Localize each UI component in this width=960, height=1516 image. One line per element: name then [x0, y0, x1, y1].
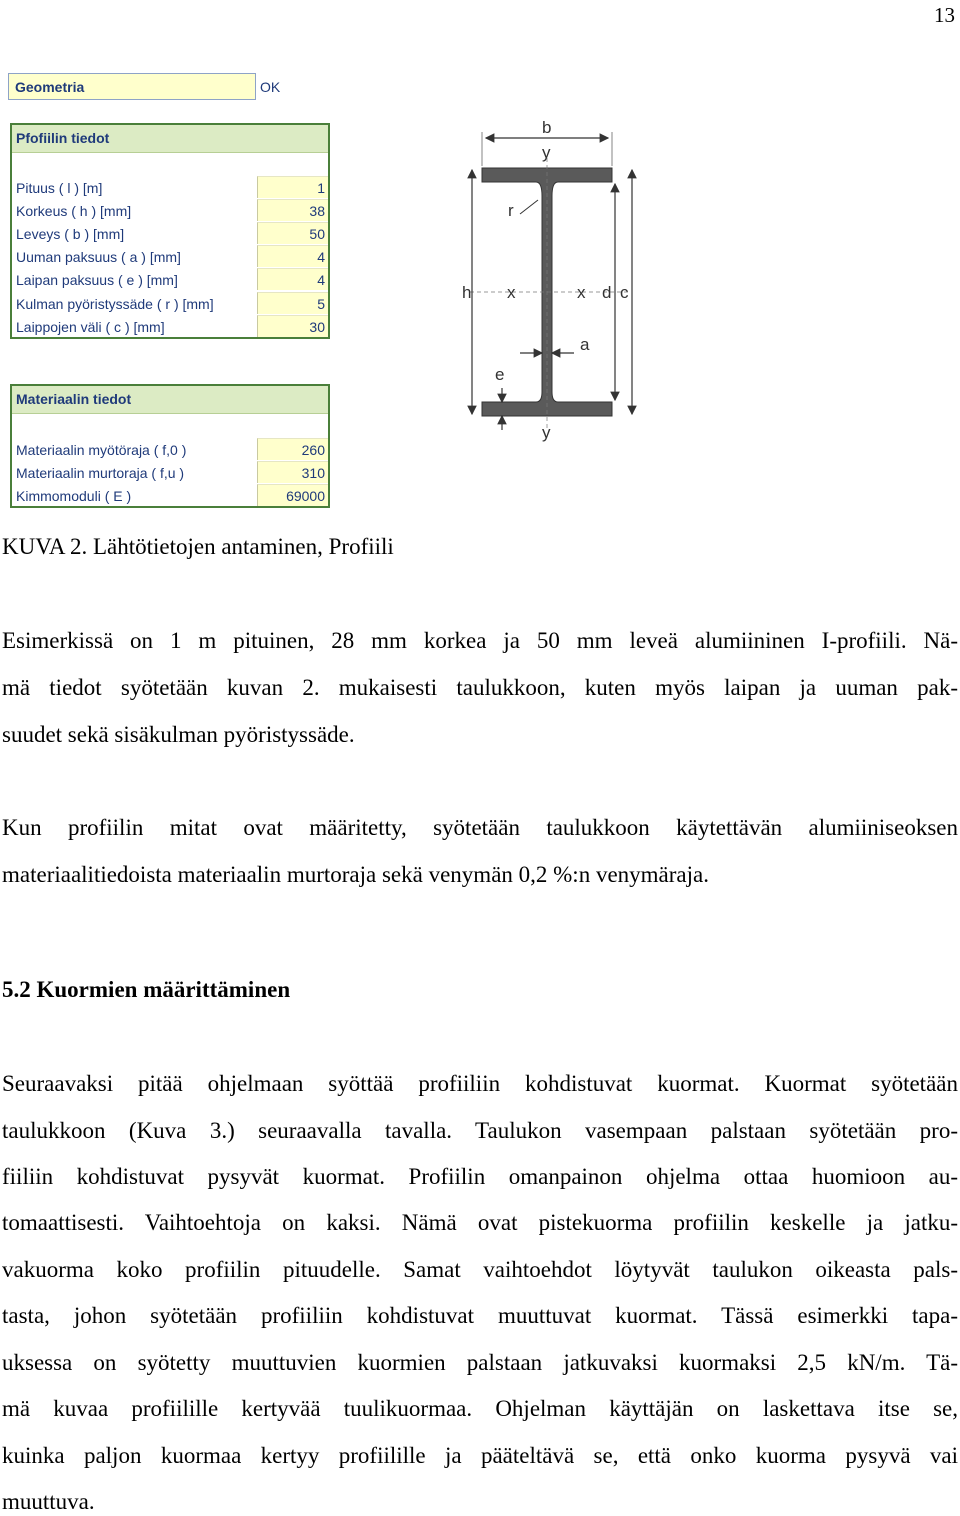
label-y-top: y — [542, 143, 551, 162]
geometry-header-label: Geometria — [15, 79, 85, 95]
label-r: r — [508, 201, 514, 220]
row-label: Uuman paksuus ( a ) [mm] — [16, 249, 181, 265]
paragraph-3-line: uksessa on syötetty muuttuvien kuormien palstaan jatkuvaksi kuormaksi 2,5 kN/m. Tä- — [2, 1350, 958, 1375]
paragraph-1-line: Esimerkissä on 1 m pituinen, 28 mm korkea ja 50 mm leveä alumiininen I-profiili. Nä- — [2, 628, 958, 653]
paragraph-3-line: mä kuvaa profiilille kertyvää tuulikuormaa. Ohjelman käyttäjän on laskettava itse se, — [2, 1396, 958, 1421]
paragraph-3-line: kuinka paljon kuormaa kertyy profiilille ja pääteltävä se, että onko kuorma pysyvä vai — [2, 1443, 958, 1468]
table-row — [12, 176, 328, 199]
row-label: Materiaalin murtoraja ( f,u ) — [16, 465, 185, 481]
row-label: Laippojen väli ( c ) [mm] — [16, 319, 165, 335]
row-value-input[interactable]: 38 — [257, 199, 328, 221]
paragraph-2-line: Kun profiilin mitat ovat määritetty, syötetään taulukkoon käytettävän alumiiniseoksen — [2, 815, 958, 840]
row-label: Materiaalin myötöraja ( f,0 ) — [16, 442, 187, 458]
i-profile-diagram — [450, 118, 650, 448]
paragraph-3-line: tasta, johon syötetään profiiliin kohdistuvat muuttuvat kuormat. Tässä esimerkki tapa- — [2, 1303, 958, 1328]
table-row — [12, 199, 328, 222]
paragraph-3-line: tomaattisesti. Vaihtoehtoja on kaksi. Nämä ovat pistekuorma profiilin keskelle ja jatku- — [2, 1210, 958, 1235]
label-b: b — [542, 118, 552, 137]
paragraph-1-line: mä tiedot syötetään kuvan 2. mukaisesti taulukkoon, kuten myös laipan ja uuman pak- — [2, 675, 958, 700]
page-number: 13 — [934, 3, 955, 27]
row-value-input[interactable]: 50 — [257, 222, 328, 244]
table-row — [12, 268, 328, 291]
paragraph-3-line: taulukkoon (Kuva 3.) seuraavalla tavalla. Taulukon vasempaan palstaan syötetään pro- — [2, 1118, 958, 1143]
row-value-input[interactable]: 4 — [257, 245, 328, 267]
row-label: Pituus ( l ) [m] — [16, 180, 103, 196]
row-value-input[interactable]: 69000 — [257, 484, 328, 506]
profile-table-header — [12, 125, 328, 153]
row-value-input[interactable]: 30 — [257, 315, 328, 337]
row-label: Kulman pyöristyssäde ( r ) [mm] — [16, 296, 214, 312]
material-table-header — [12, 386, 328, 414]
label-h: h — [462, 283, 472, 302]
row-value-input[interactable]: 5 — [257, 292, 328, 314]
row-label: Kimmomoduli ( E ) — [16, 488, 132, 504]
figure-caption: KUVA 2. Lähtötietojen antaminen, Profiili — [2, 534, 394, 559]
label-x-left: x — [507, 283, 516, 302]
paragraph-1-line: suudet sekä sisäkulman pyöristyssäde. — [2, 722, 355, 747]
material-table-title: Materiaalin tiedot — [16, 391, 132, 407]
paragraph-3-line: fiiliin kohdistuvat pysyvät kuormat. Profiilin omanpainon ohjelma ottaa huomioon au- — [2, 1164, 958, 1189]
table-row — [12, 484, 328, 507]
table-row — [12, 461, 328, 484]
label-d: d — [602, 283, 612, 302]
row-label: Laipan paksuus ( e ) [mm] — [16, 272, 178, 288]
label-a: a — [580, 335, 590, 354]
geometry-status: OK — [260, 79, 281, 95]
label-c: c — [620, 283, 629, 302]
row-value-input[interactable]: 1 — [257, 176, 328, 198]
table-row — [12, 292, 328, 315]
row-label: Leveys ( b ) [mm] — [16, 226, 125, 242]
material-table — [10, 384, 330, 508]
paragraph-2-line: materiaalitiedoista materiaalin murtoraja sekä venymän 0,2 %:n venymäraja. — [2, 862, 709, 887]
row-value-input[interactable]: 310 — [257, 461, 328, 483]
profile-table — [10, 123, 330, 339]
row-value-input[interactable]: 4 — [257, 268, 328, 290]
label-e: e — [495, 365, 505, 384]
table-row — [12, 245, 328, 268]
section-heading: 5.2 Kuormien määrittäminen — [2, 977, 291, 1002]
paragraph-3-line: vakuorma koko profiilin pituudelle. Samat vaihtoehdot löytyvät taulukon oikeasta pals- — [2, 1257, 958, 1282]
paragraph-3-line: Seuraavaksi pitää ohjelmaan syöttää profiiliin kohdistuvat kuormat. Kuormat syötetään — [2, 1071, 958, 1096]
row-label: Korkeus ( h ) [mm] — [16, 203, 132, 219]
row-value-input[interactable]: 260 — [257, 438, 328, 460]
paragraph-3-line: muuttuva. — [2, 1489, 95, 1514]
table-row — [12, 315, 328, 338]
table-row — [12, 438, 328, 461]
table-row — [12, 222, 328, 245]
profile-table-title: Pfofiilin tiedot — [16, 130, 110, 146]
label-y-bottom: y — [542, 423, 551, 442]
geometry-header — [8, 73, 256, 100]
label-x-right: x — [577, 283, 586, 302]
